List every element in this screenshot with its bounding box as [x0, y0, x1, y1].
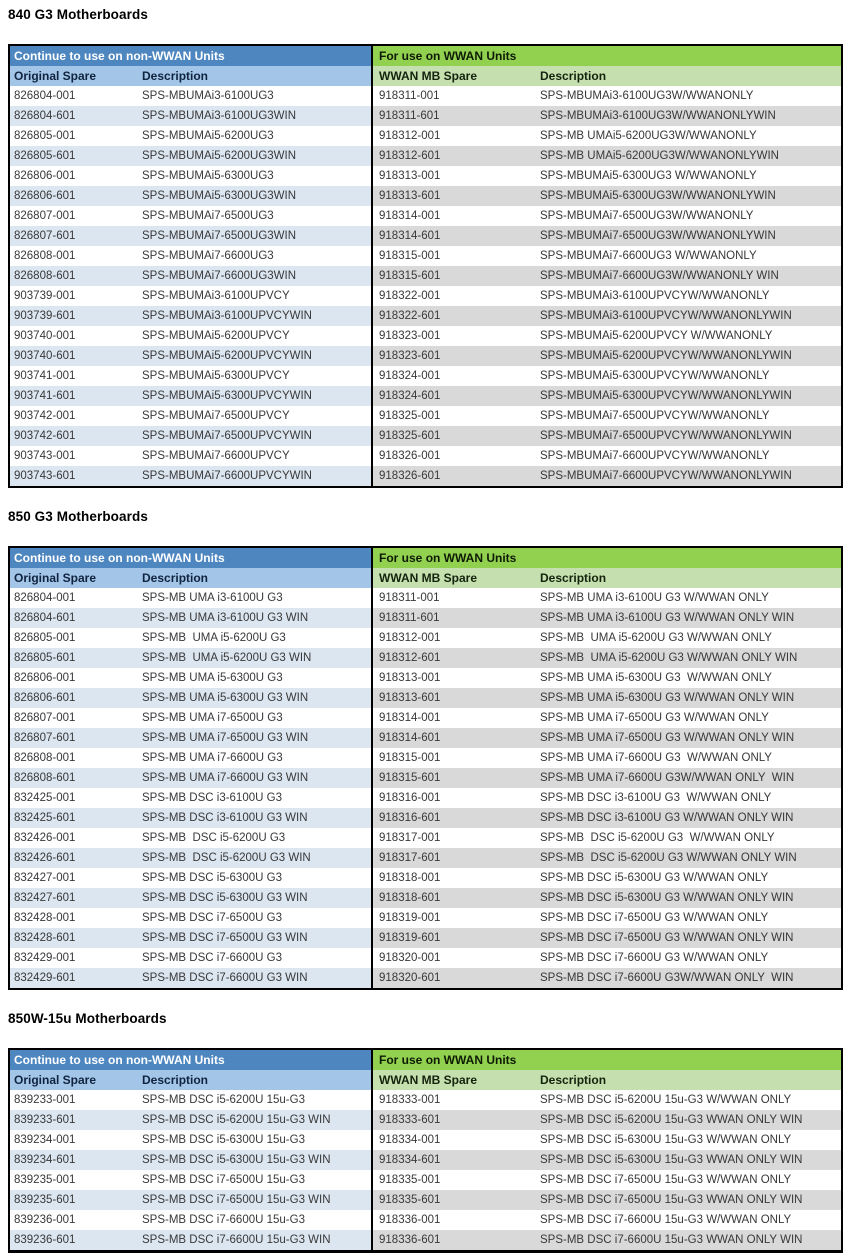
original-spare-cell: 826807-001: [14, 210, 76, 222]
original-spare-cell: 832429-001: [14, 952, 76, 964]
wwan-description-cell: SPS-MBUMAi5-6300UPVCYW/WWANONLY: [540, 370, 770, 382]
table-row: [9, 226, 842, 246]
wwan-description-cell: SPS-MB DSC i7-6500U 15u-G3 W/WWAN ONLY: [540, 1174, 792, 1186]
wwan-description-cell: SPS-MB DSC i5-6200U G3 W/WWAN ONLY WIN: [536, 848, 842, 868]
table-row: [9, 948, 842, 968]
wwan-spare-cell: 918326-601: [372, 466, 536, 487]
motherboard-table-850-g3: [8, 546, 843, 990]
description-cell: SPS-MBUMAi7-6500UPVCYWIN: [136, 426, 372, 446]
table-row: [9, 1190, 842, 1210]
original-spare-cell: 826808-601: [9, 266, 136, 286]
wwan-description-cell: SPS-MB UMA i5-6200U G3 W/WWAN ONLY WIN: [536, 648, 842, 668]
original-spare-cell: 832428-001: [14, 912, 76, 924]
original-spare-cell: 826807-601: [9, 728, 136, 748]
table-row: [9, 788, 842, 808]
wwan-spare-cell: 918312-601: [372, 648, 536, 668]
table-row: [9, 206, 842, 226]
original-spare-cell: 832426-601: [9, 848, 136, 868]
wwan-description-cell: SPS-MB UMA i5-6200U G3 W/WWAN ONLY: [540, 632, 772, 644]
table-row: [9, 768, 842, 788]
description-cell: SPS-MB UMA i5-6300U G3 WIN: [136, 688, 372, 708]
table-row: [9, 426, 842, 446]
original-spare-cell: 832426-001: [14, 832, 76, 844]
description-cell: SPS-MB DSC i3-6100U G3: [142, 792, 282, 804]
description-cell: SPS-MB DSC i5-6200U G3 WIN: [136, 848, 372, 868]
table-row: [9, 968, 842, 989]
original-spare-cell: 839234-001: [14, 1134, 76, 1146]
wwan-spare-cell: 918316-601: [372, 808, 536, 828]
table-row: [9, 186, 842, 206]
group-header-row: [9, 45, 842, 66]
table-row: [9, 708, 842, 728]
col-header-wwan-mb-spare: WWAN MB Spare: [372, 568, 536, 588]
description-cell: SPS-MB DSC i5-6300U 15u-G3: [142, 1134, 305, 1146]
wwan-group-header: For use on WWAN Units: [372, 1049, 842, 1070]
section-title-840-g3: 840 G3 Motherboards: [8, 7, 148, 22]
description-cell: SPS-MB DSC i5-6300U G3 WIN: [136, 888, 372, 908]
wwan-description-cell: SPS-MB DSC i3-6100U G3 W/WWAN ONLY WIN: [536, 808, 842, 828]
original-spare-cell: 826804-601: [9, 106, 136, 126]
wwan-group-header: For use on WWAN Units: [372, 547, 842, 568]
wwan-spare-cell: 918326-001: [372, 446, 536, 466]
wwan-spare-cell: 918312-001: [372, 126, 536, 146]
description-cell: SPS-MBUMAi5-6300UG3: [142, 170, 274, 182]
original-spare-cell: 903742-601: [9, 426, 136, 446]
wwan-description-cell: SPS-MB DSC i7-6500U G3 W/WWAN ONLY: [540, 912, 769, 924]
wwan-spare-cell: 918317-601: [372, 848, 536, 868]
wwan-spare-cell: 918325-601: [372, 426, 536, 446]
table-row: [9, 286, 842, 306]
table-row: [9, 406, 842, 426]
original-spare-cell: 832427-001: [14, 872, 76, 884]
col-header-original-spare: Original Spare: [9, 1070, 136, 1090]
description-cell: SPS-MB DSC i7-6600U G3 WIN: [136, 968, 372, 989]
description-cell: SPS-MB DSC i7-6500U 15u-G3 WIN: [136, 1190, 372, 1210]
motherboard-table-850w-15u: [8, 1048, 843, 1253]
wwan-description-cell: SPS-MB UMA i5-6300U G3 W/WWAN ONLY WIN: [536, 688, 842, 708]
wwan-spare-cell: 918323-001: [372, 326, 536, 346]
wwan-spare-cell: 918315-601: [372, 266, 536, 286]
original-spare-cell: 826807-601: [9, 226, 136, 246]
wwan-description-cell: SPS-MB UMA i7-6500U G3 W/WWAN ONLY WIN: [536, 728, 842, 748]
table-row: [9, 628, 842, 648]
wwan-description-cell: SPS-MBUMAi5-6200UPVCY W/WWANONLY: [540, 330, 773, 342]
description-cell: SPS-MB UMA i5-6200U G3: [142, 632, 286, 644]
original-spare-cell: 839236-601: [9, 1230, 136, 1252]
description-cell: SPS-MBUMAi3-6100UPVCY: [142, 290, 290, 302]
description-cell: SPS-MB UMA i5-6200U G3 WIN: [136, 648, 372, 668]
non-wwan-group-header: Continue to use on non-WWAN Units: [9, 547, 372, 568]
wwan-spare-cell: 918313-001: [372, 668, 536, 688]
wwan-description-cell: SPS-MBUMAi7-6500UG3W/WWANONLYWIN: [536, 226, 842, 246]
wwan-spare-cell: 918322-601: [372, 306, 536, 326]
wwan-description-cell: SPS-MB UMA i7-6500U G3 W/WWAN ONLY: [540, 712, 769, 724]
description-cell: SPS-MB UMA i5-6300U G3: [142, 672, 283, 684]
table-row: [9, 446, 842, 466]
wwan-description-cell: SPS-MBUMAi5-6300UPVCYW/WWANONLYWIN: [536, 386, 842, 406]
original-spare-cell: 826805-601: [9, 648, 136, 668]
wwan-description-cell: SPS-MB DSC i5-6300U G3 W/WWAN ONLY WIN: [536, 888, 842, 908]
original-spare-cell: 903739-001: [14, 290, 76, 302]
wwan-description-cell: SPS-MB UMAi5-6200UG3W/WWANONLY: [540, 130, 757, 142]
wwan-description-cell: SPS-MBUMAi3-6100UPVCYW/WWANONLY: [540, 290, 770, 302]
wwan-spare-cell: 918313-601: [372, 186, 536, 206]
wwan-description-cell: SPS-MB UMAi5-6200UG3W/WWANONLYWIN: [536, 146, 842, 166]
original-spare-cell: 826808-001: [14, 752, 76, 764]
table-row: [9, 366, 842, 386]
description-cell: SPS-MBUMAi3-6100UPVCYWIN: [136, 306, 372, 326]
wwan-spare-cell: 918312-001: [372, 628, 536, 648]
description-cell: SPS-MBUMAi7-6600UPVCYWIN: [136, 466, 372, 487]
wwan-spare-cell: 918334-601: [372, 1150, 536, 1170]
wwan-spare-cell: 918316-001: [372, 788, 536, 808]
original-spare-cell: 826805-601: [9, 146, 136, 166]
section-title-850-g3: 850 G3 Motherboards: [8, 509, 148, 524]
wwan-description-cell: SPS-MB UMA i7-6600U G3W/WWAN ONLY WIN: [536, 768, 842, 788]
wwan-description-cell: SPS-MB DSC i7-6500U G3 W/WWAN ONLY WIN: [536, 928, 842, 948]
description-cell: SPS-MB DSC i7-6600U G3: [142, 952, 282, 964]
description-cell: SPS-MB DSC i3-6100U G3 WIN: [136, 808, 372, 828]
description-cell: SPS-MB UMA i7-6500U G3 WIN: [136, 728, 372, 748]
description-cell: SPS-MBUMAi3-6100UG3: [142, 90, 274, 102]
wwan-description-cell: SPS-MBUMAi5-6300UG3W/WWANONLYWIN: [536, 186, 842, 206]
description-cell: SPS-MB UMA i7-6500U G3: [142, 712, 283, 724]
wwan-spare-cell: 918318-601: [372, 888, 536, 908]
wwan-description-cell: SPS-MB DSC i3-6100U G3 W/WWAN ONLY: [540, 792, 772, 804]
wwan-spare-cell: 918311-001: [372, 588, 536, 608]
wwan-description-cell: SPS-MBUMAi7-6600UG3 W/WWANONLY: [540, 250, 757, 262]
original-spare-cell: 903741-601: [9, 386, 136, 406]
table-row: [9, 466, 842, 487]
wwan-description-cell: SPS-MBUMAi3-6100UG3W/WWANONLY: [540, 90, 754, 102]
wwan-spare-cell: 918312-601: [372, 146, 536, 166]
description-cell: SPS-MBUMAi7-6600UG3: [142, 250, 274, 262]
description-cell: SPS-MBUMAi5-6300UPVCYWIN: [136, 386, 372, 406]
original-spare-cell: 839235-001: [14, 1174, 76, 1186]
table-row: [9, 266, 842, 286]
original-spare-cell: 839233-001: [14, 1094, 76, 1106]
motherboard-table-840-g3: [8, 44, 843, 488]
wwan-description-cell: SPS-MB DSC i7-6500U 15u-G3 WWAN ONLY WIN: [536, 1190, 842, 1210]
description-cell: SPS-MBUMAi7-6500UG3WIN: [136, 226, 372, 246]
original-spare-cell: 826804-001: [14, 90, 76, 102]
table-row: [9, 648, 842, 668]
wwan-group-header: For use on WWAN Units: [372, 45, 842, 66]
table-row: [9, 1130, 842, 1150]
table-row: [9, 908, 842, 928]
wwan-spare-cell: 918317-001: [372, 828, 536, 848]
col-header-wwan-description: Description: [536, 568, 842, 588]
original-spare-cell: 832425-001: [14, 792, 76, 804]
col-header-description: Description: [136, 568, 372, 588]
description-cell: SPS-MBUMAi5-6300UPVCY: [142, 370, 290, 382]
col-header-description: Description: [136, 1070, 372, 1090]
original-spare-cell: 826805-001: [14, 632, 76, 644]
description-cell: SPS-MB DSC i5-6200U 15u-G3 WIN: [136, 1110, 372, 1130]
original-spare-cell: 903742-001: [14, 410, 76, 422]
wwan-spare-cell: 918324-001: [372, 366, 536, 386]
table-row: [9, 828, 842, 848]
wwan-spare-cell: 918333-001: [372, 1090, 536, 1110]
wwan-description-cell: SPS-MB UMA i7-6600U G3 W/WWAN ONLY: [540, 752, 772, 764]
table-row: [9, 1110, 842, 1130]
description-cell: SPS-MBUMAi5-6200UG3: [142, 130, 274, 142]
original-spare-cell: 839233-601: [9, 1110, 136, 1130]
wwan-spare-cell: 918315-001: [372, 246, 536, 266]
description-cell: SPS-MBUMAi7-6500UPVCY: [142, 410, 290, 422]
table-row: [9, 1090, 842, 1110]
wwan-description-cell: SPS-MBUMAi7-6500UPVCYW/WWANONLYWIN: [536, 426, 842, 446]
original-spare-cell: 826808-001: [14, 250, 76, 262]
wwan-spare-cell: 918315-001: [372, 748, 536, 768]
wwan-spare-cell: 918336-601: [372, 1230, 536, 1252]
wwan-description-cell: SPS-MBUMAi3-6100UG3W/WWANONLYWIN: [536, 106, 842, 126]
wwan-spare-cell: 918315-601: [372, 768, 536, 788]
table-row: [9, 126, 842, 146]
wwan-spare-cell: 918336-001: [372, 1210, 536, 1230]
table-row: [9, 1170, 842, 1190]
description-cell: SPS-MBUMAi5-6200UG3WIN: [136, 146, 372, 166]
wwan-description-cell: SPS-MB DSC i7-6600U G3 W/WWAN ONLY: [540, 952, 769, 964]
section-title-850w-15u: 850W-15u Motherboards: [8, 1011, 167, 1026]
table-row: [9, 888, 842, 908]
original-spare-cell: 903740-601: [9, 346, 136, 366]
table-row: [9, 668, 842, 688]
original-spare-cell: 903743-601: [9, 466, 136, 487]
original-spare-cell: 839234-601: [9, 1150, 136, 1170]
original-spare-cell: 832428-601: [9, 928, 136, 948]
wwan-spare-cell: 918311-601: [372, 106, 536, 126]
non-wwan-group-header: Continue to use on non-WWAN Units: [9, 45, 372, 66]
table-row: [9, 848, 842, 868]
wwan-spare-cell: 918320-601: [372, 968, 536, 989]
group-header-row: [9, 547, 842, 568]
wwan-description-cell: SPS-MB UMA i3-6100U G3 W/WWAN ONLY WIN: [536, 608, 842, 628]
description-cell: SPS-MB UMA i7-6600U G3 WIN: [136, 768, 372, 788]
wwan-spare-cell: 918335-601: [372, 1190, 536, 1210]
wwan-description-cell: SPS-MBUMAi7-6600UPVCYW/WWANONLY: [540, 450, 770, 462]
wwan-description-cell: SPS-MBUMAi7-6500UPVCYW/WWANONLY: [540, 410, 770, 422]
group-header-row: [9, 1049, 842, 1070]
table-row: [9, 588, 842, 608]
wwan-spare-cell: 918314-001: [372, 708, 536, 728]
non-wwan-group-header: Continue to use on non-WWAN Units: [9, 1049, 372, 1070]
description-cell: SPS-MB UMA i3-6100U G3: [142, 592, 283, 604]
table-row: [9, 326, 842, 346]
description-cell: SPS-MB UMA i7-6600U G3: [142, 752, 283, 764]
original-spare-cell: 826804-601: [9, 608, 136, 628]
description-cell: SPS-MB DSC i7-6500U G3 WIN: [136, 928, 372, 948]
col-header-wwan-mb-spare: WWAN MB Spare: [372, 66, 536, 86]
wwan-description-cell: SPS-MB UMA i5-6300U G3 W/WWAN ONLY: [540, 672, 772, 684]
original-spare-cell: 826807-001: [14, 712, 76, 724]
wwan-spare-cell: 918313-001: [372, 166, 536, 186]
original-spare-cell: 826806-001: [14, 672, 76, 684]
table-row: [9, 688, 842, 708]
wwan-spare-cell: 918323-601: [372, 346, 536, 366]
wwan-description-cell: SPS-MB DSC i5-6200U 15u-G3 WWAN ONLY WIN: [536, 1110, 842, 1130]
original-spare-cell: 832429-601: [9, 968, 136, 989]
table-row: [9, 86, 842, 106]
wwan-description-cell: SPS-MBUMAi5-6300UG3 W/WWANONLY: [540, 170, 757, 182]
section-850w-15u: [8, 1011, 841, 1253]
original-spare-cell: 903743-001: [14, 450, 76, 462]
description-cell: SPS-MBUMAi3-6100UG3WIN: [136, 106, 372, 126]
column-header-row: [9, 1070, 842, 1090]
original-spare-cell: 826808-601: [9, 768, 136, 788]
wwan-description-cell: SPS-MB UMA i3-6100U G3 W/WWAN ONLY: [540, 592, 769, 604]
col-header-wwan-description: Description: [536, 66, 842, 86]
table-row: [9, 386, 842, 406]
wwan-description-cell: SPS-MBUMAi7-6600UG3W/WWANONLY WIN: [536, 266, 842, 286]
description-cell: SPS-MBUMAi5-6300UG3WIN: [136, 186, 372, 206]
col-header-wwan-mb-spare: WWAN MB Spare: [372, 1070, 536, 1090]
table-row: [9, 728, 842, 748]
table-row: [9, 106, 842, 126]
wwan-description-cell: SPS-MB DSC i7-6600U 15u-G3 WWAN ONLY WIN: [536, 1230, 842, 1252]
wwan-description-cell: SPS-MB DSC i5-6200U G3 W/WWAN ONLY: [540, 832, 775, 844]
original-spare-cell: 839236-001: [14, 1214, 76, 1226]
wwan-description-cell: SPS-MBUMAi5-6200UPVCYW/WWANONLYWIN: [536, 346, 842, 366]
description-cell: SPS-MB UMA i3-6100U G3 WIN: [136, 608, 372, 628]
description-cell: SPS-MB DSC i5-6300U 15u-G3 WIN: [136, 1150, 372, 1170]
wwan-spare-cell: 918313-601: [372, 688, 536, 708]
description-cell: SPS-MBUMAi7-6600UG3WIN: [136, 266, 372, 286]
original-spare-cell: 826806-601: [9, 688, 136, 708]
wwan-spare-cell: 918324-601: [372, 386, 536, 406]
col-header-wwan-description: Description: [536, 1070, 842, 1090]
col-header-original-spare: Original Spare: [9, 568, 136, 588]
original-spare-cell: 826806-601: [9, 186, 136, 206]
wwan-spare-cell: 918319-001: [372, 908, 536, 928]
table-row: [9, 1230, 842, 1252]
section-850-g3: [8, 509, 841, 990]
table-row: [9, 306, 842, 326]
wwan-spare-cell: 918322-001: [372, 286, 536, 306]
original-spare-cell: 826806-001: [14, 170, 76, 182]
original-spare-cell: 903739-601: [9, 306, 136, 326]
wwan-description-cell: SPS-MB DSC i7-6600U 15u-G3 W/WWAN ONLY: [540, 1214, 792, 1226]
wwan-spare-cell: 918314-601: [372, 226, 536, 246]
column-header-row: [9, 568, 842, 588]
wwan-spare-cell: 918314-601: [372, 728, 536, 748]
wwan-description-cell: SPS-MB DSC i7-6600U G3W/WWAN ONLY WIN: [536, 968, 842, 989]
wwan-description-cell: SPS-MB DSC i5-6300U G3 W/WWAN ONLY: [540, 872, 769, 884]
wwan-spare-cell: 918311-601: [372, 608, 536, 628]
description-cell: SPS-MB DSC i7-6500U 15u-G3: [142, 1174, 305, 1186]
table-row: [9, 1150, 842, 1170]
wwan-spare-cell: 918318-001: [372, 868, 536, 888]
description-cell: SPS-MBUMAi7-6500UG3: [142, 210, 274, 222]
table-row: [9, 608, 842, 628]
wwan-spare-cell: 918333-601: [372, 1110, 536, 1130]
original-spare-cell: 903741-001: [14, 370, 76, 382]
description-cell: SPS-MB DSC i5-6200U G3: [142, 832, 286, 844]
table-row: [9, 928, 842, 948]
description-cell: SPS-MBUMAi7-6600UPVCY: [142, 450, 290, 462]
wwan-spare-cell: 918320-001: [372, 948, 536, 968]
wwan-spare-cell: 918319-601: [372, 928, 536, 948]
column-header-row: [9, 66, 842, 86]
description-cell: SPS-MB DSC i7-6600U 15u-G3: [142, 1214, 305, 1226]
original-spare-cell: 826805-001: [14, 130, 76, 142]
original-spare-cell: 832425-601: [9, 808, 136, 828]
wwan-description-cell: SPS-MB DSC i5-6300U 15u-G3 W/WWAN ONLY: [540, 1134, 792, 1146]
section-840-g3: [8, 7, 841, 488]
wwan-spare-cell: 918325-001: [372, 406, 536, 426]
description-cell: SPS-MB DSC i7-6500U G3: [142, 912, 282, 924]
table-row: [9, 246, 842, 266]
description-cell: SPS-MB DSC i5-6300U G3: [142, 872, 282, 884]
table-row: [9, 868, 842, 888]
table-row: [9, 166, 842, 186]
table-row: [9, 1210, 842, 1230]
original-spare-cell: 832427-601: [9, 888, 136, 908]
wwan-spare-cell: 918311-001: [372, 86, 536, 106]
wwan-description-cell: SPS-MB DSC i5-6300U 15u-G3 WWAN ONLY WIN: [536, 1150, 842, 1170]
wwan-description-cell: SPS-MB DSC i5-6200U 15u-G3 W/WWAN ONLY: [540, 1094, 792, 1106]
original-spare-cell: 826804-001: [14, 592, 76, 604]
description-cell: SPS-MB DSC i7-6600U 15u-G3 WIN: [136, 1230, 372, 1252]
wwan-spare-cell: 918335-001: [372, 1170, 536, 1190]
wwan-spare-cell: 918334-001: [372, 1130, 536, 1150]
wwan-spare-cell: 918314-001: [372, 206, 536, 226]
table-row: [9, 808, 842, 828]
wwan-description-cell: SPS-MBUMAi7-6500UG3W/WWANONLY: [540, 210, 754, 222]
description-cell: SPS-MBUMAi5-6200UPVCY: [142, 330, 290, 342]
col-header-original-spare: Original Spare: [9, 66, 136, 86]
description-cell: SPS-MB DSC i5-6200U 15u-G3: [142, 1094, 305, 1106]
table-row: [9, 748, 842, 768]
description-cell: SPS-MBUMAi5-6200UPVCYWIN: [136, 346, 372, 366]
wwan-description-cell: SPS-MBUMAi3-6100UPVCYW/WWANONLYWIN: [536, 306, 842, 326]
original-spare-cell: 903740-001: [14, 330, 76, 342]
table-row: [9, 146, 842, 166]
col-header-description: Description: [136, 66, 372, 86]
table-row: [9, 346, 842, 366]
original-spare-cell: 839235-601: [9, 1190, 136, 1210]
wwan-description-cell: SPS-MBUMAi7-6600UPVCYW/WWANONLYWIN: [536, 466, 842, 487]
